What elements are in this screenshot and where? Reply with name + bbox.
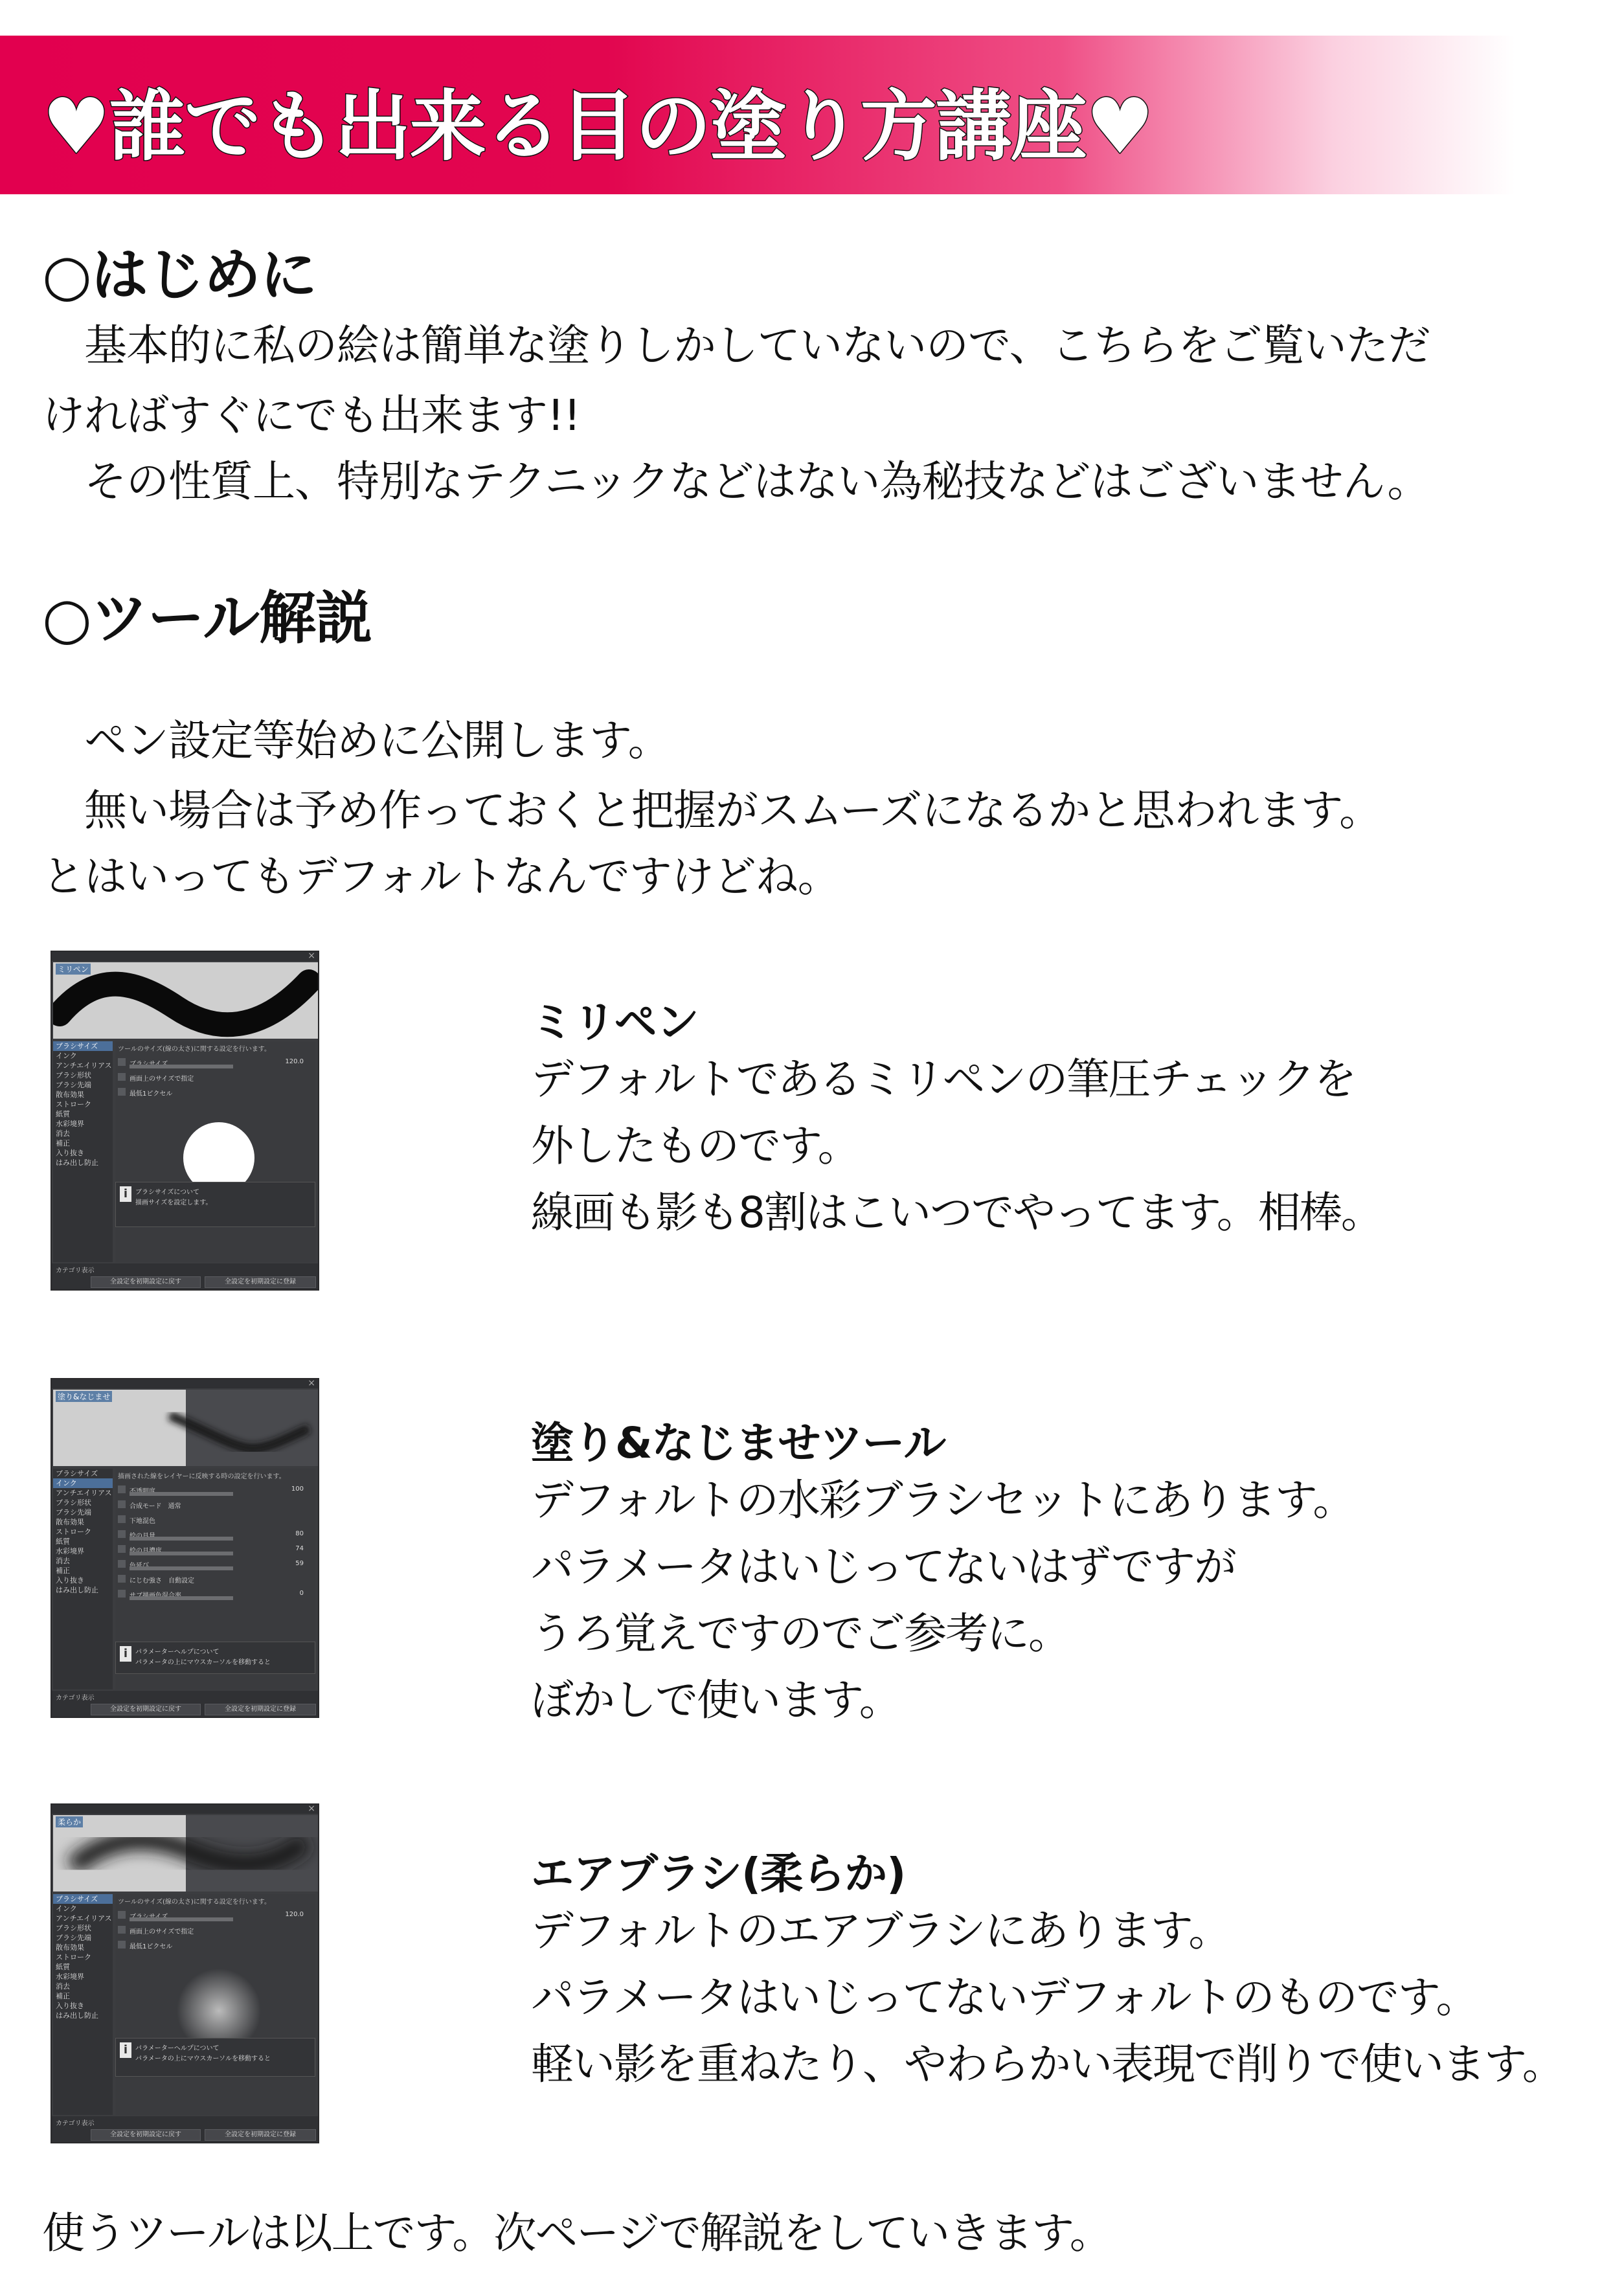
category-item[interactable]: 散布効果: [56, 1090, 84, 1099]
tool-2-desc-3: うろ覚えですのでご参考に。: [531, 1609, 1070, 1658]
category-item[interactable]: ストローク: [56, 1528, 91, 1536]
settings-panel: [115, 1894, 315, 2115]
category-item[interactable]: はみ出し防止: [56, 1158, 98, 1167]
lock-icon: [118, 1485, 126, 1493]
show-category-checkbox[interactable]: カテゴリ表示: [56, 1695, 95, 1702]
category-item[interactable]: インク: [53, 1478, 113, 1488]
tool-2-desc-2: パラメータはいじってないはずですが: [531, 1542, 1235, 1592]
category-item[interactable]: ブラシ先端: [56, 1508, 91, 1517]
slider[interactable]: [130, 1566, 233, 1570]
slider[interactable]: [130, 1065, 233, 1068]
footer-text: 使うツールは以上です。次ページで解説をしていきます。: [42, 2208, 1111, 2258]
intro-line-3: その性質上、特別なテクニックなどはない為秘技などはございません。: [42, 457, 1430, 506]
stroke-preview: [53, 962, 318, 1039]
category-item[interactable]: アンチエイリアス: [56, 1914, 112, 1923]
tools-line-3: とはいってもデフォルトなんですけどね。: [42, 852, 840, 901]
category-item[interactable]: はみ出し防止: [56, 1586, 98, 1594]
category-item[interactable]: 入り抜き: [56, 1576, 84, 1585]
setting-row[interactable]: にじむ強さ 自動設定: [118, 1574, 313, 1587]
setting-row[interactable]: 合成モード 通常: [118, 1499, 313, 1512]
category-item[interactable]: ブラシ先端: [56, 1081, 91, 1089]
category-item[interactable]: アンチエイリアス: [56, 1061, 112, 1070]
tools-line-1: ペン設定等始めに公開します。: [42, 716, 670, 765]
window-titlebar: [52, 952, 318, 961]
category-item[interactable]: はみ出し防止: [56, 2011, 98, 2020]
info-box: i パラメーターヘルプについて パラメータの上にマウスカーソルを移動すると: [115, 2038, 315, 2077]
brush-preview: [53, 962, 318, 1039]
category-item[interactable]: 水彩境界: [56, 1972, 84, 1981]
category-list: [53, 1894, 113, 2115]
page-title: ♥誰でも出来る目の塗り方講座♥: [42, 82, 1153, 171]
category-item[interactable]: インク: [56, 1052, 77, 1060]
category-item[interactable]: 入り抜き: [56, 2002, 84, 2010]
show-category-checkbox[interactable]: カテゴリ表示: [56, 2120, 95, 2127]
panel-description: ツールのサイズ(線の太さ)に関する設定を行います。: [118, 1899, 271, 1906]
tool-3-desc-2: パラメータはいじってないデフォルトのものです。: [531, 1972, 1478, 2022]
category-item[interactable]: 消去: [56, 1982, 70, 1991]
stroke-preview: [53, 1815, 318, 1892]
category-list: [53, 1469, 113, 1689]
register-all-button[interactable]: 全設定を初期設定に登録: [205, 1704, 316, 1715]
setting-row[interactable]: 120.0: [118, 1057, 313, 1070]
category-item[interactable]: ストローク: [56, 1100, 91, 1109]
register-all-button[interactable]: 全設定を初期設定に登録: [205, 2129, 316, 2141]
slider[interactable]: [130, 1596, 233, 1600]
slider[interactable]: [130, 1492, 233, 1496]
intro-line-1: 基本的に私の絵は簡単な塗りしかしていないので、こちらをご覧いただ: [42, 321, 1430, 370]
checkbox[interactable]: [118, 1926, 126, 1934]
checkbox[interactable]: [118, 1515, 126, 1523]
category-item[interactable]: インク: [56, 1904, 77, 1913]
tool-2-desc-1: デフォルトの水彩ブラシセットにあります。: [531, 1475, 1355, 1525]
tool-2-name: 塗り&なじませツール: [531, 1418, 946, 1468]
category-item[interactable]: 水彩境界: [56, 1547, 84, 1555]
intro-heading: ○はじめに: [42, 242, 317, 308]
lock-icon: [118, 1058, 126, 1066]
category-item[interactable]: ブラシサイズ: [53, 1041, 113, 1051]
category-item[interactable]: 散布効果: [56, 1518, 84, 1526]
checkbox[interactable]: [118, 1941, 126, 1948]
info-icon: i: [120, 2042, 131, 2058]
lock-icon: [118, 1560, 126, 1568]
setting-row[interactable]: 74: [118, 1544, 313, 1557]
lock-icon: [118, 1545, 126, 1553]
category-item[interactable]: ブラシ形状: [56, 1498, 91, 1507]
category-item[interactable]: 補正: [56, 1566, 70, 1575]
info-box: i パラメーターヘルプについて パラメータの上にマウスカーソルを移動すると: [115, 1642, 315, 1674]
tool-2-desc-4: ぼかしで使います。: [531, 1675, 901, 1725]
category-item[interactable]: 紙質: [56, 1963, 70, 1971]
slider[interactable]: [130, 1917, 233, 1921]
tool-3-desc-3: 軽い影を重ねたり、やわらかい表現で削りで使います。: [531, 2039, 1564, 2089]
category-item[interactable]: アンチエイリアス: [56, 1489, 112, 1497]
setting-row[interactable]: 59: [118, 1559, 313, 1572]
tool-3-screenshot: [51, 1803, 319, 2143]
show-category-checkbox[interactable]: カテゴリ表示: [56, 1267, 95, 1274]
window-titlebar: [52, 1805, 318, 1814]
category-item[interactable]: ブラシ形状: [56, 1071, 91, 1079]
tools-heading: ○ツール解説: [42, 585, 372, 651]
category-list: [53, 1041, 113, 1262]
reset-all-button[interactable]: 全設定を初期設定に戻す: [91, 2129, 201, 2141]
tool-3-desc-1: デフォルトのエアブラシにあります。: [531, 1906, 1230, 1956]
checkbox[interactable]: [118, 1088, 126, 1096]
dialog-footer: [52, 1691, 318, 1717]
category-item[interactable]: 消去: [56, 1557, 70, 1565]
setting-row[interactable]: 下地混色: [118, 1514, 313, 1527]
category-item[interactable]: ブラシサイズ: [53, 1894, 113, 1904]
checkbox[interactable]: [118, 1073, 126, 1081]
close-icon: ×: [308, 1803, 315, 1814]
tool-1-desc-2: 外したものです。: [531, 1121, 859, 1171]
info-icon: i: [120, 1646, 131, 1662]
category-item[interactable]: 入り抜き: [56, 1149, 84, 1157]
close-icon: ×: [308, 951, 315, 961]
category-item[interactable]: 水彩境界: [56, 1120, 84, 1128]
info-box: i ブラシサイズについて 描画サイズを設定します。: [115, 1182, 315, 1227]
setting-row[interactable]: 0: [118, 1588, 313, 1601]
dialog-footer: [52, 1263, 318, 1289]
category-item[interactable]: 紙質: [56, 1537, 70, 1546]
window-titlebar: [52, 1379, 318, 1388]
category-item[interactable]: ブラシ先端: [56, 1934, 91, 1942]
lock-icon: [118, 1575, 126, 1583]
preview-tag: 柔らか: [56, 1816, 83, 1827]
setting-row[interactable]: 画面上のサイズで指定: [118, 1925, 313, 1937]
tool-1-name: ミリペン: [531, 997, 699, 1047]
tools-line-2: 無い場合は予め作っておくと把握がスムーズになるかと思われます。: [42, 785, 1382, 835]
reset-all-button[interactable]: 全設定を初期設定に戻す: [91, 1704, 201, 1715]
tool-1-desc-1: デフォルトであるミリペンの筆圧チェックを: [531, 1054, 1356, 1104]
tool-3-name: エアブラシ(柔らか): [531, 1849, 906, 1899]
lock-icon: [118, 1911, 126, 1919]
panel-description: 描画された線をレイヤーに反映する時の設定を行います。: [118, 1473, 286, 1480]
category-item[interactable]: 散布効果: [56, 1943, 84, 1952]
category-item[interactable]: ストローク: [56, 1953, 91, 1961]
dialog-footer: [52, 2116, 318, 2142]
setting-row[interactable]: 120.0: [118, 1910, 313, 1923]
reset-all-button[interactable]: 全設定を初期設定に戻す: [91, 1276, 201, 1288]
close-icon: ×: [308, 1378, 315, 1388]
category-item[interactable]: 補正: [56, 1992, 70, 2000]
preview-tag: ミリペン: [56, 964, 91, 975]
category-item[interactable]: 消去: [56, 1129, 70, 1138]
tool-1-screenshot: [51, 951, 319, 1291]
slider[interactable]: [130, 1537, 233, 1541]
lock-icon: [118, 1530, 126, 1538]
settings-panel: [115, 1041, 315, 1262]
preview-tag: 塗り&なじませ: [56, 1391, 112, 1402]
tool-1-desc-3: 線画も影も8割はこいつでやってます。相棒。: [531, 1188, 1382, 1237]
lock-icon: [118, 1500, 126, 1508]
category-item[interactable]: ブラシ形状: [56, 1924, 91, 1932]
slider[interactable]: [130, 1552, 233, 1555]
brush-preview: [53, 1815, 318, 1892]
info-icon: i: [120, 1186, 131, 1202]
setting-row[interactable]: 80: [118, 1529, 313, 1542]
register-all-button[interactable]: 全設定を初期設定に登録: [205, 1276, 316, 1288]
setting-row[interactable]: 最低1ピクセル: [118, 1939, 313, 1952]
category-item[interactable]: ブラシサイズ: [56, 1469, 98, 1478]
category-item[interactable]: 紙質: [56, 1110, 70, 1118]
lock-icon: [118, 1590, 126, 1598]
intro-line-2: ければすぐにでも出来ます!!: [42, 390, 580, 440]
panel-description: ツールのサイズ(線の太さ)に関する設定を行います。: [118, 1046, 271, 1053]
tool-2-screenshot: [51, 1378, 319, 1718]
setting-row[interactable]: 100: [118, 1484, 313, 1497]
category-item[interactable]: 補正: [56, 1139, 70, 1147]
setting-row[interactable]: 画面上のサイズで指定: [118, 1072, 313, 1085]
brush-preview: [53, 1390, 318, 1466]
setting-row[interactable]: 最低1ピクセル: [118, 1087, 313, 1100]
